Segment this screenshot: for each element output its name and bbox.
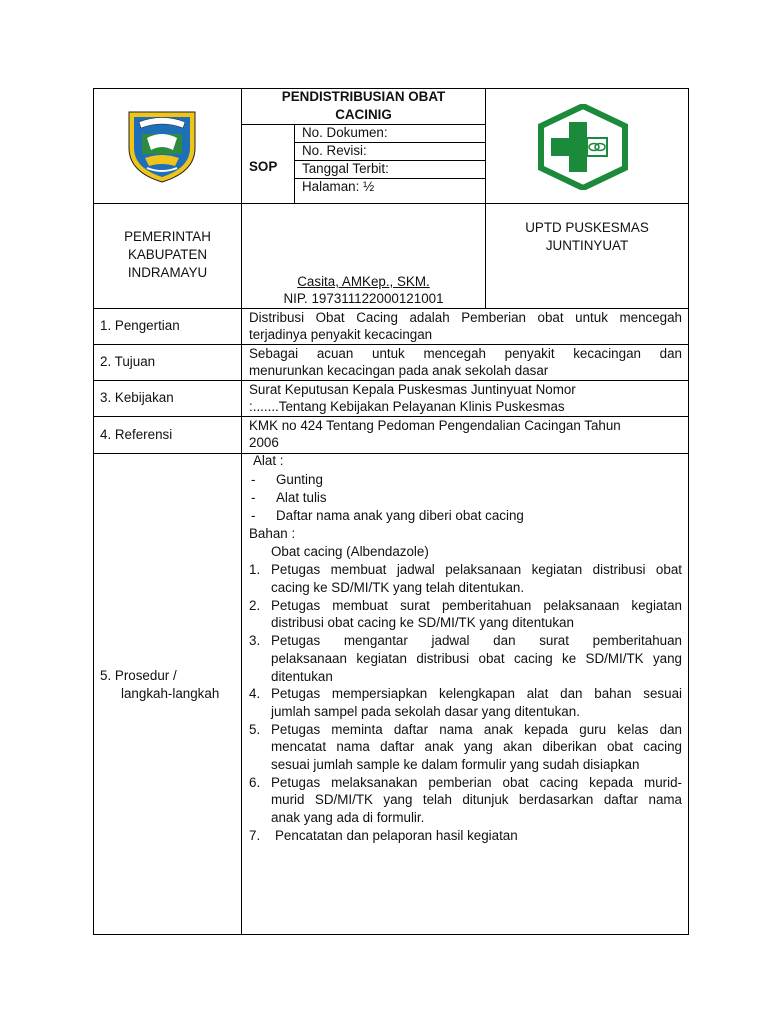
org-right-line1: UPTD PUSKESMAS (525, 220, 649, 235)
alat-item: Gunting (276, 472, 323, 487)
document-title-line1: PENDISTRIBUSIAN OBAT (281, 89, 446, 104)
step-text: cacing ke SD/MI/TK yang telah ditentukan. (271, 580, 525, 595)
step-text: anak yang ada di formulir. (271, 810, 425, 825)
referensi-line2: 2006 (249, 435, 279, 450)
document-title-line2: CACINIG (335, 107, 392, 122)
row-label-prosedur-line2: langkah-langkah (121, 686, 220, 701)
step-text: murid SD/MI/TK yang telah ditunjuk berdasarkan daftar nama (271, 792, 682, 807)
step-text: distribusi obat cacing ke SD/MI/TK yang ditentukan (271, 615, 574, 630)
sop-label: SOP (249, 159, 278, 174)
step-text: mencatat nama daftar anak yang akan diberikan obat cacing (271, 739, 682, 754)
tujuan-line1: Sebagai acuan untuk mencegah penyakit kecacingan dan (249, 346, 682, 361)
row-label-prosedur: 5. Prosedur / (100, 668, 177, 683)
step-number: 4. (249, 686, 261, 701)
bahan-heading: Bahan : (249, 526, 296, 541)
border-bottom (93, 934, 689, 935)
alat-heading: Alat : (253, 453, 284, 468)
bahan-item: Obat cacing (Albendazole) (271, 544, 429, 559)
no-dokumen-label: No. Dokumen: (302, 125, 388, 140)
step-number: 2. (249, 598, 261, 613)
org-left-line2: KABUPATEN (127, 247, 208, 262)
signer-name: Casita, AMKep., SKM. (297, 274, 430, 289)
divider-col-1 (241, 88, 242, 935)
referensi-line1: KMK no 424 Tentang Pedoman Pengendalian Cacingan Tahun (249, 418, 621, 433)
alat-bullet: - (251, 508, 256, 523)
step-text: Petugas mempersiapkan kelengkapan alat dan bahan sesuai (271, 686, 682, 701)
halaman-label: Halaman: ½ (302, 179, 375, 194)
divider-header-bottom (93, 203, 689, 204)
divider-row4 (93, 453, 689, 454)
step-text: ditentukan (271, 669, 333, 684)
alat-bullet: - (251, 490, 256, 505)
step-number: 3. (249, 633, 261, 648)
puskesmas-logo (537, 104, 629, 190)
alat-bullet: - (251, 472, 256, 487)
step-number: 7. (249, 828, 261, 843)
row-label-kebijakan: 3. Kebijakan (100, 390, 174, 405)
kebijakan-line2: :.......Tentang Kebijakan Pelayanan Klinis Puskesmas (249, 399, 565, 414)
row-label-pengertian: 1. Pengertian (100, 318, 180, 333)
pengertian-line2: terjadinya penyakit kecacingan (249, 327, 433, 342)
step-text: jumlah sampel pada sekolah dasar yang ditentukan. (271, 704, 580, 719)
step-text: sesuai jumlah sample ke dalam formulir yang sudah disiapkan (271, 757, 640, 772)
border-right (688, 88, 689, 935)
org-left-line1: PEMERINTAH (124, 229, 211, 244)
tanggal-terbit-label: Tanggal Terbit: (302, 161, 389, 176)
divider-col-2 (485, 88, 486, 308)
step-text: Petugas membuat jadwal pelaksanaan kegiatan distribusi obat (271, 562, 682, 577)
divider-sop (294, 124, 295, 204)
step-text: Petugas membuat surat pemberitahuan pelaksanaan kegiatan (271, 598, 682, 613)
step-number: 5. (249, 722, 261, 737)
org-right-line2: JUNTINYUAT (545, 238, 629, 253)
border-left (93, 88, 94, 935)
alat-item: Daftar nama anak yang diberi obat cacing (276, 508, 524, 523)
org-left-line3: INDRAMAYU (127, 265, 208, 280)
step-number: 6. (249, 775, 261, 790)
row-label-tujuan: 2. Tujuan (100, 354, 156, 369)
step-text: Petugas mengantar jadwal dan surat pemberitahuan (271, 633, 682, 648)
pengertian-line1: Distribusi Obat Cacing adalah Pemberian obat untuk mencegah (249, 310, 682, 325)
step-text: Pencatatan dan pelaporan hasil kegiatan (275, 828, 518, 843)
step-number: 1. (249, 562, 261, 577)
step-text: pelaksanaan kegiatan distribusi obat cacing ke SD/MI/TK yang (271, 651, 682, 666)
alat-item: Alat tulis (276, 490, 327, 505)
no-revisi-label: No. Revisi: (302, 143, 367, 158)
signer-nip: NIP. 197311122000121001 (283, 291, 444, 306)
tujuan-line2: menurunkan kecacingan pada anak sekolah dasar (249, 363, 549, 378)
row-label-referensi: 4. Referensi (100, 427, 173, 442)
regency-logo (125, 108, 199, 184)
kebijakan-line1: Surat Keputusan Kepala Puskesmas Juntinyuat Nomor (249, 382, 576, 397)
step-text: Petugas meminta daftar nama anak kepada guru kelas dan (271, 722, 682, 737)
step-text: Petugas melaksanakan pemberian obat cacing kepada murid- (271, 775, 682, 790)
